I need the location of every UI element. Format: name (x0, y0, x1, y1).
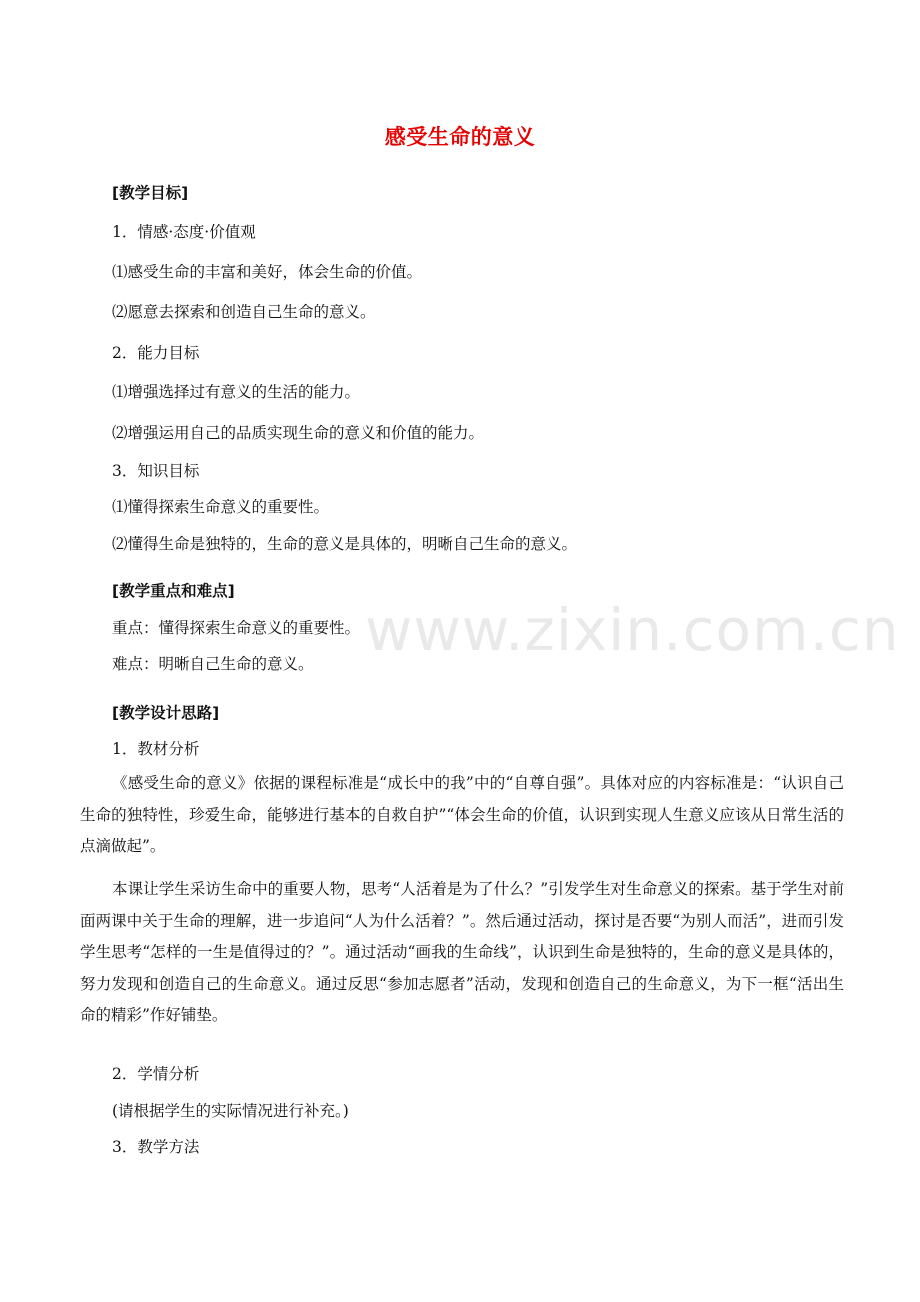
key-point: 难点：明晰自己生命的意义。 (112, 655, 314, 673)
goal-item: ⑴增强选择过有意义的生活的能力。 (112, 383, 361, 401)
paragraph-textbook-analysis: 《感受生命的意义》依据的课程标准是“成长中的我”中的“自尊自强”。具体对应的内容标准是：“认识自己生命的独特性，珍爱生命，能够进行基本的自救自护”“体会生命的价值，认识到实现人生意义应该从日常生活的点滴做起”。 (80, 774, 844, 855)
goal-item: ⑴感受生命的丰富和美好，体会生命的价值。 (112, 263, 423, 281)
paragraph-design-description: 本课让学生采访生命中的重要人物，思考“人活着是为了什么？”引发学生对生命意义的探索。基于学生对前面两课中关于生命的理解，进一步追问“人为什么活着？”。然后通过活动，探讨是否要“为别人而活”，进而引发学生思考“怎样的一生是值得过的？”。通过活动“画我的生命线”，认识到生命是独特的，生命的意义是具体的，努力发现和创造自己的生命意义。通过反思“参加志愿者”活动，发现和创造自己的生命意义，为下一框“活出生命的精彩”作好铺垫。 (80, 880, 844, 1024)
goal-item: 3．知识目标 (112, 462, 200, 480)
goal-item: 2．能力目标 (112, 344, 200, 362)
page-title: 感受生命的意义 (384, 125, 536, 149)
goal-item: ⑵愿意去探索和创造自己生命的意义。 (112, 303, 376, 321)
goal-item: ⑴懂得探索生命意义的重要性。 (112, 498, 330, 516)
design-item: 1．教材分析 (112, 740, 200, 758)
watermark: www.zixin.com.cn (365, 596, 900, 664)
design-item: 2．学情分析 (112, 1065, 200, 1083)
section-heading-design: [教学设计思路] (112, 704, 220, 722)
goal-item: ⑵懂得生命是独特的，生命的意义是具体的，明晰自己生命的意义。 (112, 535, 578, 553)
section-heading-key-points: [教学重点和难点] (112, 582, 235, 600)
design-note: (请根据学生的实际情况进行补充。) (112, 1102, 349, 1120)
goal-item: 1．情感·态度·价值观 (112, 223, 256, 241)
goal-item: ⑵增强运用自己的品质实现生命的意义和价值的能力。 (112, 424, 485, 442)
section-heading-goals: [教学目标] (112, 184, 189, 202)
design-item: 3．教学方法 (112, 1138, 200, 1156)
key-point: 重点：懂得探索生命意义的重要性。 (112, 619, 361, 637)
